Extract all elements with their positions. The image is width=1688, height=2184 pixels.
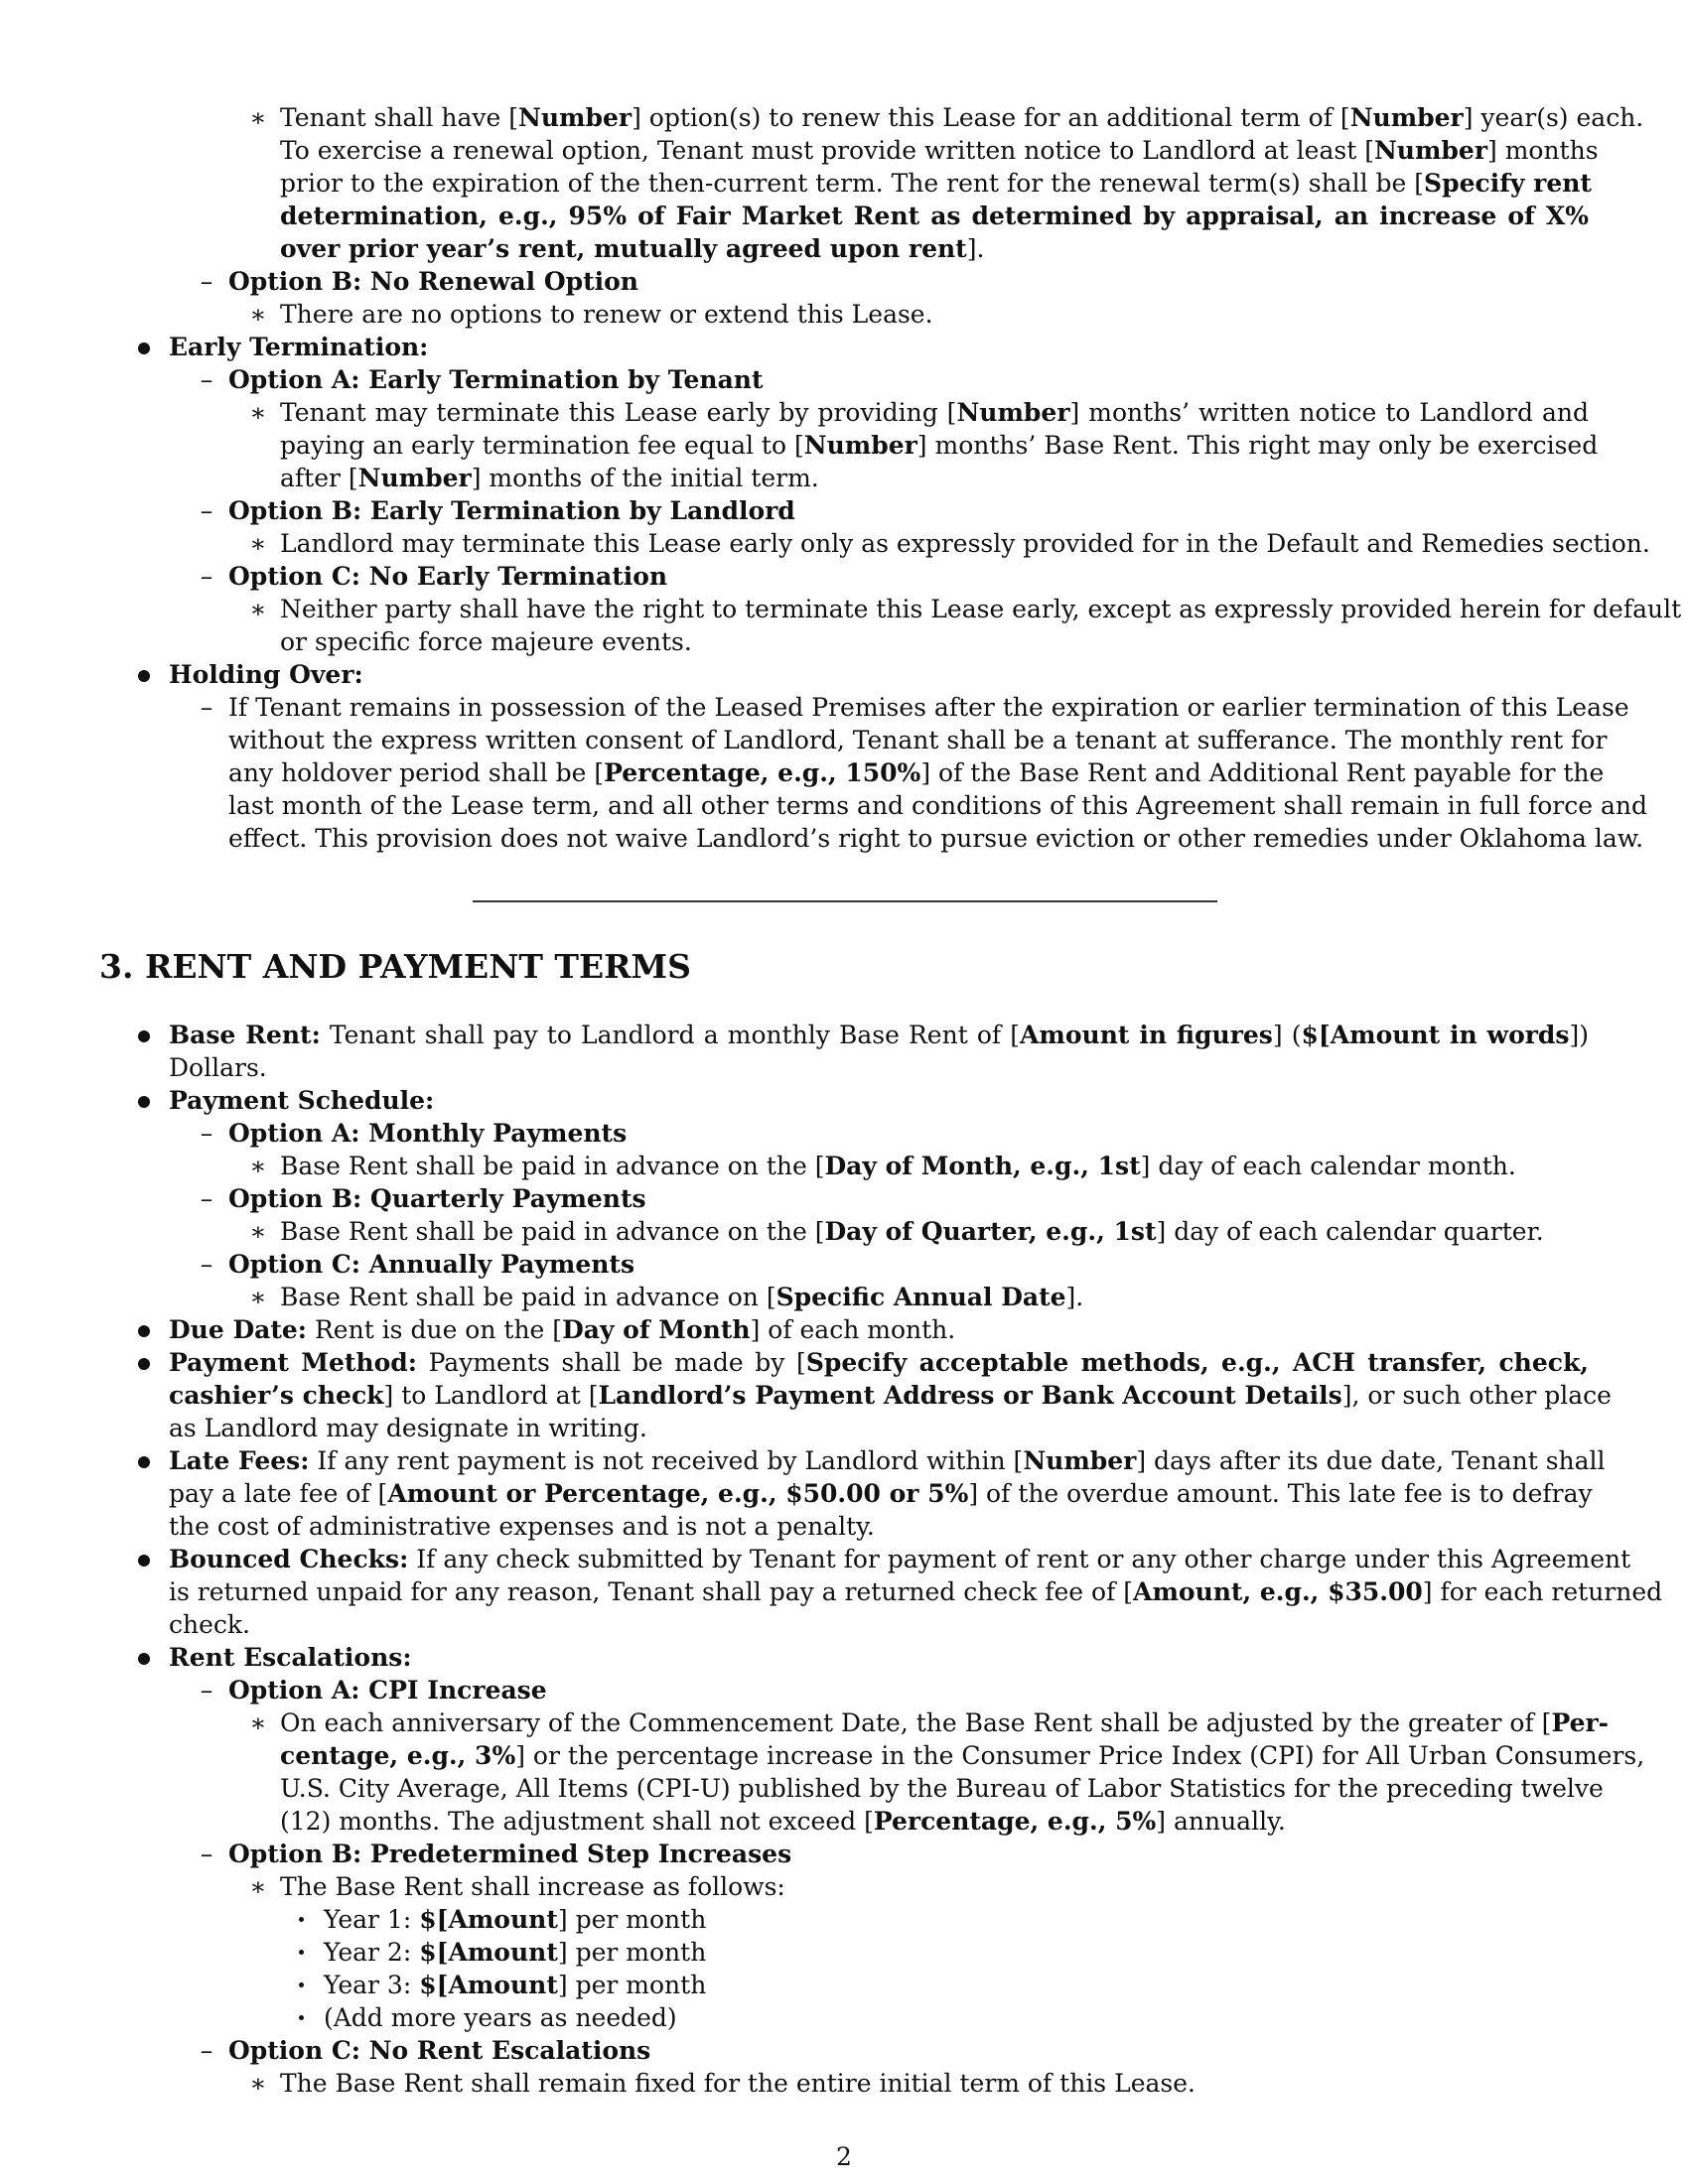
late-fees-line-3: the cost of administrative expenses and is not a penalty. — [169, 1512, 875, 1541]
renewal-option-a-line-2: To exercise a renewal option, Tenant must provide written notice to Landlord at least [Number] months — [280, 136, 1599, 165]
payment-option-b-text: Base Rent shall be paid in advance on the [Day of Quarter, e.g., 1st] day of each calendar quarter. — [280, 1217, 1544, 1246]
early-termination-option-c-line-1: Neither party shall have the right to terminate this Lease early, except as expressly provided herein for default — [280, 595, 1682, 623]
section-3-heading: 3. RENT AND PAYMENT TERMS — [99, 947, 691, 986]
due-date-text: Due Date: Rent is due on the [Day of Month] of each month. — [169, 1315, 956, 1344]
payment-option-c-heading: Option C: Annually Payments — [228, 1250, 635, 1279]
early-termination-heading: Early Termination: — [169, 333, 429, 361]
bullet-icon — [138, 1096, 150, 1108]
holding-over-line-3: any holdover period shall be [Percentage, e.g., 150%] of the Base Rent and Additional Rent payable for the — [228, 758, 1605, 787]
asterisk-bullet-icon: ∗ — [249, 1217, 267, 1246]
escalation-option-c-text: The Base Rent shall remain fixed for the entire initial term of this Lease. — [280, 2069, 1196, 2098]
asterisk-bullet-icon: ∗ — [249, 1872, 267, 1901]
bullet-icon — [138, 342, 150, 354]
dash-bullet-icon: – — [200, 1184, 213, 1213]
dash-bullet-icon: – — [200, 1119, 213, 1148]
payment-option-a-text: Base Rent shall be paid in advance on the [Day of Month, e.g., 1st] day of each calendar month. — [280, 1152, 1516, 1180]
section-divider — [473, 900, 1217, 902]
center-dot-bullet-icon — [299, 1950, 304, 1955]
escalation-option-b-intro: The Base Rent shall increase as follows: — [280, 1872, 785, 1901]
payment-option-c-text: Base Rent shall be paid in advance on [Specific Annual Date]. — [280, 1283, 1084, 1311]
rent-escalations-heading: Rent Escalations: — [169, 1643, 412, 1672]
dash-bullet-icon: – — [200, 693, 213, 722]
escalation-option-b-heading: Option B: Predetermined Step Increases — [228, 1840, 792, 1868]
base-rent-line-1: Base Rent: Tenant shall pay to Landlord a monthly Base Rent of [Amount in figures] ($[Amount in words]) — [169, 1021, 1589, 1049]
dash-bullet-icon: – — [200, 562, 213, 591]
holding-over-line-2: without the express written consent of Landlord, Tenant shall be a tenant at sufferance. The monthly rent for — [228, 726, 1608, 754]
renewal-option-a-line-1: Tenant shall have [Number] option(s) to renew this Lease for an additional term of [Number] year(s) each. — [280, 103, 1644, 132]
renewal-option-b-heading: Option B: No Renewal Option — [228, 267, 638, 296]
center-dot-bullet-icon — [299, 1982, 304, 1987]
base-rent-line-2: Dollars. — [169, 1053, 267, 1082]
escalation-option-a-line-1: On each anniversary of the Commencement Date, the Base Rent shall be adjusted by the greater of [Per- — [280, 1708, 1610, 1737]
dash-bullet-icon: – — [200, 2036, 213, 2065]
payment-schedule-heading: Payment Schedule: — [169, 1086, 435, 1115]
asterisk-bullet-icon: ∗ — [249, 1708, 267, 1737]
holding-over-line-5: effect. This provision does not waive Landlord’s right to pursue eviction or other remedies under Oklahoma law. — [228, 824, 1644, 853]
bullet-icon — [138, 1030, 150, 1042]
bullet-icon — [138, 1653, 150, 1665]
holding-over-line-4: last month of the Lease term, and all other terms and conditions of this Agreement shall remain in full force and — [228, 791, 1648, 820]
bullet-icon — [138, 1358, 150, 1370]
center-dot-bullet-icon — [299, 2015, 304, 2020]
escalation-option-c-heading: Option C: No Rent Escalations — [228, 2036, 651, 2065]
renewal-option-a-line-5: over prior year’s rent, mutually agreed upon rent]. — [280, 234, 985, 263]
asterisk-bullet-icon: ∗ — [249, 529, 267, 558]
early-termination-option-c-heading: Option C: No Early Termination — [228, 562, 668, 591]
escalation-option-a-line-2: centage, e.g., 3%] or the percentage increase in the Consumer Price Index (CPI) for All Urban Consumers, — [280, 1741, 1645, 1770]
dash-bullet-icon: – — [200, 267, 213, 296]
escalation-option-a-line-3: U.S. City Average, All Items (CPI-U) published by the Bureau of Labor Statistics for the preceding twelve — [280, 1774, 1604, 1803]
escalation-option-a-heading: Option A: CPI Increase — [228, 1676, 547, 1705]
asterisk-bullet-icon: ∗ — [249, 300, 267, 329]
early-termination-option-a-line-3: after [Number] months of the initial term. — [280, 464, 819, 492]
asterisk-bullet-icon: ∗ — [249, 1152, 267, 1180]
center-dot-bullet-icon — [299, 1917, 304, 1922]
bullet-icon — [138, 1555, 150, 1567]
payment-method-line-2: cashier’s check] to Landlord at [Landlord’s Payment Address or Bank Account Details], or such other place — [169, 1381, 1612, 1410]
asterisk-bullet-icon: ∗ — [249, 595, 267, 623]
early-termination-option-a-line-2: paying an early termination fee equal to [Number] months’ Base Rent. This right may only be exercised — [280, 431, 1599, 460]
escalation-option-a-line-4: (12) months. The adjustment shall not exceed [Percentage, e.g., 5%] annually. — [280, 1807, 1286, 1836]
bounced-checks-line-2: is returned unpaid for any reason, Tenant shall pay a returned check fee of [Amount, e.g., $35.00] for each returned — [169, 1577, 1663, 1606]
early-termination-option-c-line-2: or specific force majeure events. — [280, 627, 692, 656]
bullet-icon — [138, 1325, 150, 1337]
dash-bullet-icon: – — [200, 365, 213, 394]
step-increase-year-3: Year 3: $[Amount] per month — [324, 1971, 707, 1999]
early-termination-option-b-heading: Option B: Early Termination by Landlord — [228, 496, 795, 525]
payment-option-b-heading: Option B: Quarterly Payments — [228, 1184, 646, 1213]
step-increase-year-1: Year 1: $[Amount] per month — [324, 1905, 707, 1934]
dash-bullet-icon: – — [200, 496, 213, 525]
early-termination-option-a-line-1: Tenant may terminate this Lease early by providing [Number] months’ written notice to Landlord and — [280, 398, 1590, 427]
dash-bullet-icon: – — [200, 1676, 213, 1705]
dash-bullet-icon: – — [200, 1840, 213, 1868]
holding-over-line-1: If Tenant remains in possession of the Leased Premises after the expiration or earlier termination of this Lease — [228, 693, 1629, 722]
renewal-option-a-line-4: determination, e.g., 95% of Fair Market Rent as determined by appraisal, an increase of X% — [280, 202, 1589, 230]
payment-option-a-heading: Option A: Monthly Payments — [228, 1119, 628, 1148]
bounced-checks-line-1: Bounced Checks: If any check submitted by Tenant for payment of rent or any other charge under this Agreement — [169, 1545, 1631, 1573]
payment-method-line-3: as Landlord may designate in writing. — [169, 1414, 647, 1442]
dash-bullet-icon: – — [200, 1250, 213, 1279]
late-fees-line-1: Late Fees: If any rent payment is not received by Landlord within [Number] days after its due date, Tenant shall — [169, 1446, 1606, 1475]
renewal-option-b-text: There are no options to renew or extend this Lease. — [280, 300, 933, 329]
asterisk-bullet-icon: ∗ — [249, 398, 267, 427]
holding-over-heading: Holding Over: — [169, 660, 363, 689]
bullet-icon — [138, 670, 150, 682]
page-number: 2 — [836, 2142, 852, 2171]
asterisk-bullet-icon: ∗ — [249, 2069, 267, 2098]
late-fees-line-2: pay a late fee of [Amount or Percentage, e.g., $50.00 or 5%] of the overdue amount. This late fee is to defray — [169, 1479, 1593, 1508]
early-termination-option-b-text: Landlord may terminate this Lease early only as expressly provided for in the Default and Remedies section. — [280, 529, 1650, 558]
step-increase-year-2: Year 2: $[Amount] per month — [324, 1938, 707, 1967]
payment-method-line-1: Payment Method: Payments shall be made by [Specify acceptable methods, e.g., ACH transfer, check, — [169, 1348, 1590, 1377]
asterisk-bullet-icon: ∗ — [249, 103, 267, 132]
renewal-option-a-line-3: prior to the expiration of the then-current term. The rent for the renewal term(s) shall be [Specify rent — [280, 169, 1592, 198]
early-termination-option-a-heading: Option A: Early Termination by Tenant — [228, 365, 764, 394]
bounced-checks-line-3: check. — [169, 1610, 250, 1639]
bullet-icon — [138, 1456, 150, 1468]
step-increase-more: (Add more years as needed) — [324, 2003, 677, 2032]
asterisk-bullet-icon: ∗ — [249, 1283, 267, 1311]
